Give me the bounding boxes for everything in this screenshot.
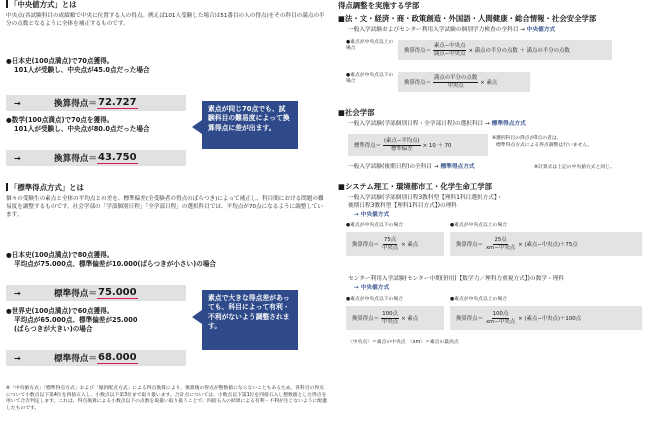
standard-example1-value: 75.000: [97, 287, 137, 298]
standard-method-paragraph: 個々の受験生の素点と全体の平均点との差を、標準偏差(全受験者の得点のばらつき)によって補正し、科目間における問題の難易度を調整するものです。社会学部の「学部個別日程」「全学部日程」の選択科目では、平均点が70点になるように調整しています。: [6, 196, 324, 219]
central-example1-line2: 101人が受験し、中央点が45.0点だった場合: [14, 66, 150, 74]
section2-subheading1: 一般入学試験(学部個別日程・全学部日程)の選択科目 → 標準得点方式: [348, 121, 526, 127]
section3-case-low2: ●素点が中央点以下の場合: [346, 297, 403, 302]
standard-example1-line1: ●日本史(100点満点)で80点獲得。: [6, 251, 114, 259]
section3-line3: センター利用入学試験(センター中期(併用)【数学力／理科力重視方式】)の数学・理科: [348, 276, 565, 282]
section3-heading: ■システム理工・環境都市工・化学生命工学部: [338, 182, 493, 191]
section3-case-low1: ●素点が中央点以下の場合: [346, 223, 403, 228]
central-callout: 素点が同じ70点でも、試験科目の難易度によって換算得点に差が出ます。: [202, 101, 298, 149]
right-arrow-icon: →: [14, 353, 21, 363]
section2-subheading2: 一般入学試験(後期日程)の全科目 → 標準得点方式: [348, 164, 475, 170]
right-arrow-icon: →: [14, 98, 21, 108]
central-example1-result: → 換算得点＝ 72.727: [6, 95, 186, 111]
section1-formula-above: 換算得点＝ $\frac{\text{素点−中央点}}{\text{満点−中央点}}$ × 満点の半分の点数 ＋ 満点の半分の点数: [398, 40, 612, 60]
standard-example2-line3: (ばらつきが大きい)の場合: [14, 325, 93, 333]
central-example2-value: 43.750: [97, 152, 137, 163]
section3-line1: 一般入学試験(学部個別日程3教科型【理科1科目選択方式】・: [348, 195, 503, 201]
section3-method2: → 中央値方式: [354, 285, 390, 291]
callout-pointer-icon: [192, 310, 202, 324]
section3-formula2: 換算得点＝ $\frac{\text{25点}}{\text{xm−中央点}}$ × (素点−中央点)＋75点: [450, 232, 642, 256]
central-example2-line1: ●数学(100点満点)で70点を獲得。: [6, 116, 114, 124]
section3-method1: → 中央値方式: [354, 212, 390, 218]
section1-formula-below: 換算得点＝ $\frac{\text{満点の半分の点数}}{\text{中央点}}$ × 素点: [398, 72, 530, 92]
central-method-title: 「中央値方式」とは: [6, 0, 77, 10]
section3-line2: 後期日程3教科型【理科1科目方式】)の理科: [348, 203, 457, 209]
section3-formula1: 換算得点＝ $\frac{\text{75点}}{\text{中央点}}$ × 素点: [346, 232, 444, 256]
central-example2-line2: 101人が受験し、中央点が80.0点だった場合: [14, 125, 150, 133]
standard-method-title: 「標準得点方式」とは: [6, 183, 84, 193]
standard-example2-result: → 標準得点＝ 68.000: [6, 350, 186, 366]
section2-note-line2: 標準得点方式による得点調整は行いません。: [496, 143, 593, 148]
section3-formula3: 換算得点＝ $\frac{\text{100点}}{\text{中央点}}$ × 素点: [346, 306, 444, 330]
standard-example2-value: 68.000: [97, 352, 137, 363]
central-example2-result: → 換算得点＝ 43.750: [6, 150, 186, 166]
adjustment-title: 得点調整を実施する学部: [338, 1, 420, 10]
standard-example2-line1: ●世界史(100点満点)で60点獲得。: [6, 307, 114, 315]
standard-example1-result: → 標準得点＝ 75.000: [6, 285, 186, 301]
callout-pointer-icon: [192, 120, 202, 134]
section2-note-line1: ※選択科目の得点が0点の者は、: [492, 136, 562, 141]
section1-case-above: ●素点が中央点以上の場合: [346, 40, 394, 52]
section1-heading: ■法・文・経済・商・政策創造・外国語・人間健康・総合情報・社会安全学部: [338, 14, 597, 23]
section2-heading: ■社会学部: [338, 108, 375, 117]
right-arrow-icon: →: [14, 288, 21, 298]
section1-case-below: ●素点が中央点以下の場合: [346, 73, 394, 85]
footnote: ※「中央値方式」「標準得点方式」および「傾斜配点方式」による得点換算により、換算後の得点が整数値にならないこともあるため、各科目の得点について小数点以下第4位を四捨五入し、小数点以下第3位まで取り扱います。合計点については、小数点以下第1位を四捨五入し整数値とした得点を用いて合否判定します。これは、得点換算による小数点以下の点数を取扱い取り扱うことで、四捨五入の結果による有利・不利が生じないように配慮したものです。: [6, 386, 327, 411]
central-example1-line1: ●日本史(100点満点)で70点獲得。: [6, 57, 114, 65]
standard-example2-line2: 平均点が65.000点、標準偏差が25.000: [14, 316, 138, 324]
section3-legend: 〈中央点〉＝素点の中央点 〈xm〉＝素点の最高点: [348, 340, 459, 345]
section3-case-high1: ●素点が中央点以上の場合: [450, 223, 507, 228]
section1-subheading: 一般入学試験およびセンター利用入学試験の個別学力検査の全科目 → 中央値方式: [348, 27, 556, 33]
section2-formula: 標準得点＝ $\frac{\text{(素点−平均点)}}{\text{標準偏差}}$ × 10 ＋ 70: [348, 134, 488, 156]
central-example1-value: 72.727: [97, 97, 137, 108]
central-method-paragraph: 中央点(各試験科目の成績順で中央に位置する人の得点。例えば101人受験した場合は51番目の人の得点)をその科目の満点の半分の点数となるように全体を補正するものです。: [6, 13, 325, 28]
section3-formula4: 換算得点＝ $\frac{\text{100点}}{\text{xm−中央点}}$ × (素点−中央点)＋100点: [450, 306, 642, 330]
section3-case-high2: ●素点が中央点以上の場合: [450, 297, 507, 302]
section2-note3: ※計算式は上記の中央値方式と同じ。: [534, 165, 615, 170]
right-arrow-icon: →: [14, 153, 21, 163]
standard-example1-line2: 平均点が75.000点、標準偏差が10.000(ばらつきが小さい)の場合: [14, 260, 216, 268]
standard-callout: 素点で大きな得点差があっても、科目によって有利・不利がないよう調整されます。: [202, 290, 298, 350]
